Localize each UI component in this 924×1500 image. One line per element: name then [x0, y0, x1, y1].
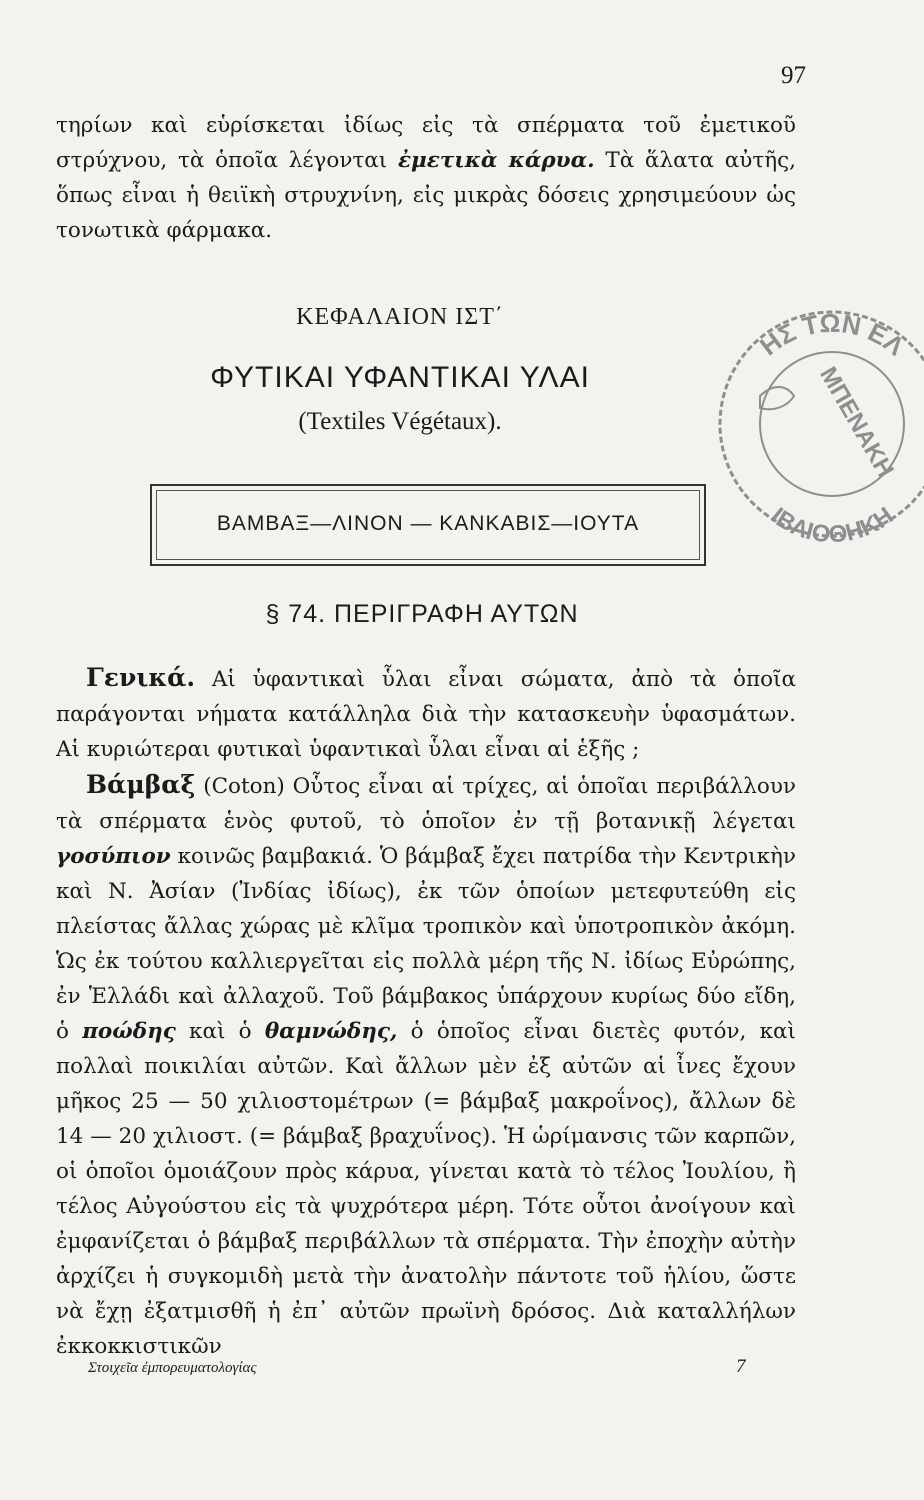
- cotton-text-1: (Coton) Οὗτος εἶναι αἱ τρίχες, αἱ ὁποῖαι περιβάλλουν τὰ σπέρματα ἑνὸς φυτοῦ, τὸ ὁποῖον ἐν τῇ βοτανικῇ λέγεται: [56, 774, 796, 834]
- footer-signature-number: 7: [736, 1356, 746, 1377]
- intro-emphasis: ἐμετικὰ κάρυα.: [397, 148, 595, 173]
- cotton-paragraph: [56, 767, 796, 1364]
- cotton-emphasis-3: θαμνώδης,: [264, 1019, 398, 1044]
- general-paragraph: [56, 660, 796, 767]
- cotton-emphasis-1: γοσύπιον: [56, 844, 171, 869]
- fiber-list-box: [150, 484, 706, 566]
- chapter-title: ΦΥΤΙΚΑΙ ΥΦΑΝΤΙΚΑΙ ΥΛΑΙ: [210, 361, 590, 394]
- footer-book-title: Στοιχεῖα ἐμπορευματολογίας: [88, 1360, 257, 1376]
- chapter-label: ΚΕΦΑΛΑΙΟΝ ΙΣΤ΄: [296, 304, 504, 330]
- intro-text: τηρίων καὶ εὑρίσκεται ἰδίως εἰς τὰ σπέρματα τοῦ ἐμετικοῦ στρύχνου, τὰ ὁποῖα λέγονται: [56, 113, 796, 173]
- fiber-list-text: ΒΑΜΒΑΞ—ΛΙΝΟΝ — ΚΑΝΚΑΒΙΣ—ΙΟΥΤΑ: [216, 512, 640, 535]
- chapter-subtitle: (Textiles Végétaux).: [298, 408, 502, 435]
- cotton-text-3: καὶ ὁ: [189, 1019, 252, 1044]
- cotton-text-2: κοινῶς βαμβακιά. Ὁ βάμβαξ ἔχει πατρίδα τὴν Κεντρικὴν καὶ Ν. Ἀσίαν (Ἰνδίας ἰδίως), ἐκ τῶν ὁποίων μετεφυτεύθη εἰς πλείστας ἄλλας χώρας μὲ κλῖμα τροπικὸν καὶ ὑποτροπικὸν ἀκόμη. Ὡς ἐκ τούτου καλλιεργεῖται εἰς πολλὰ μέρη τῆς Ν. ἰδίως Εὐρώπης, ἐν Ἑλλάδι καὶ ἀλλαχοῦ. Τοῦ βάμβακος ὑπάρχουν κυρίως δύο εἴδη, ὁ: [56, 844, 796, 1044]
- stamp-inner-text: ΜΠΕΝΑΚΗ: [814, 362, 899, 483]
- intro-paragraph: [56, 108, 796, 248]
- cotton-text-4: ὁ ὁποῖος εἶναι διετὲς φυτόν, καὶ πολλαὶ ποικιλίαι αὐτῶν. Καὶ ἄλλων μὲν ἐξ αὐτῶν αἱ ἶνες ἔχουν μῆκος 25 — 50 χιλιοστομέτρων (= βάμβαξ μακροΐνος), ἄλλων δὲ 14 — 20 χιλιοστ. (= βάμβαξ βραχυΐνος). Ἡ ὡρίμανσις τῶν καρπῶν, οἱ ὁποῖοι ὁμοιάζουν πρὸς κάρυα, γίνεται κατὰ τὸ τέλος Ἰουλίου, ἢ τέλος Αὐγούστου εἰς τὰ ψυχρότερα μέρη. Τότε οὗτοι ἀνοίγουν καὶ ἐμφανίζεται ὁ βάμβαξ περιβάλλων τὰ σπέρματα. Τὴν ἐποχὴν αὐτὴν ἀρχίζει ἡ συγκομιδὴ μετὰ τὴν ἀνατολὴν πάντοτε τοῦ ἡλίου, ὥστε νὰ ἔχῃ ἐξατμισθῆ ἡ ἐπ᾽ αὐτῶν πρωϊνὴ δρόσος. Διὰ καταλλήλων ἐκκοκκιστικῶν: [56, 1019, 796, 1359]
- general-text: Αἱ ὑφαντικαὶ ὗλαι εἶναι σώματα, ἀπὸ τὰ ὁποῖα παράγονται νήματα κατάλληλα διὰ τὴν κατασκευὴν ὑφασμάτων. Αἱ κυριώτεραι φυτικαὶ ὑφαντικαὶ ὗλαι εἶναι αἱ ἑξῆς ;: [56, 667, 797, 762]
- cotton-emphasis-2: ποώδης: [82, 1019, 176, 1044]
- intro-rest: Τὰ ἅλατα αὐτῆς, ὅπως εἶναι ἡ θειϊκὴ στρυχνίνη, εἰς μικρὰς δόσεις χρησιμεύουν ὡς τονωτικὰ φάρμακα.: [56, 148, 796, 243]
- stamp-top-text: ΗΣ ΤΩΝ ΕΛ: [754, 307, 910, 362]
- stamp-bottom-text: ΙΒΛΙΟΘΗΚΗ: [765, 502, 899, 549]
- main-text: [56, 660, 796, 1364]
- general-lead: Γενικά.: [86, 663, 196, 692]
- library-stamp: [700, 296, 924, 552]
- cotton-lead: Βάμβαξ: [86, 770, 196, 799]
- page-number: 97: [781, 62, 806, 89]
- section-heading: § 74. ΠΕΡΙΓΡΑΦΗ ΑΥΤΩΝ: [265, 600, 579, 628]
